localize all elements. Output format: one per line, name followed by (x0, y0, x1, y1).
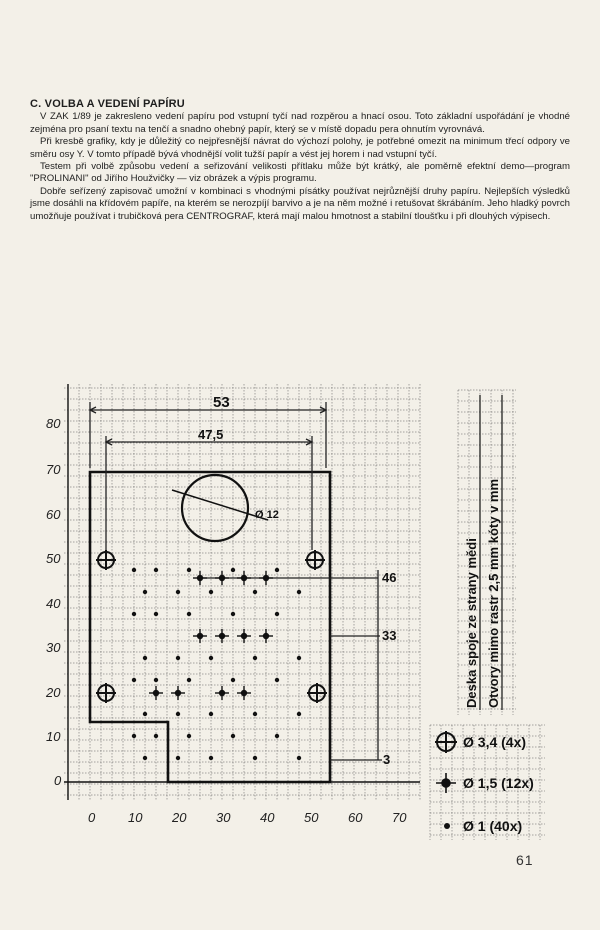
legend (435, 731, 534, 834)
legend-large-label: Ø 3,4 (4x) (463, 734, 527, 750)
dim-width-outer: 53 (213, 394, 230, 411)
dim-right-3: 3 (383, 752, 391, 767)
y-tick-20: 20 (46, 685, 61, 700)
y-tick-50: 50 (46, 551, 61, 566)
large-holes (96, 550, 327, 703)
y-tick-60: 60 (46, 507, 61, 522)
x-tick-40: 40 (260, 810, 275, 825)
x-tick-30: 30 (216, 810, 231, 825)
legend-small-label: Ø 1 (40x) (463, 818, 523, 834)
paragraph-2: Při kresbě grafiky, kdy je důležitý co nejpřesnější návrat do výchozí polohy, je potřebné omezit na minimum třecí odpory ve směru osy Y. V tomto případě bývá vhodnější volit tužší papír a vést jej horem i nad vstupní tyčí. (30, 136, 570, 160)
y-tick-80: 80 (46, 416, 61, 431)
paragraph-1: V ZAK 1/89 je zakresleno vedení papíru pod vstupní tyčí nad rozpěrou a hnací osou. Toto základní uspořádání je vhodné zejména pro psaní textu na tenčí a snadno ohebný papír, který se v místě dopadu pera ohnutím vyrovnává. (30, 111, 570, 135)
y-tick-70: 70 (46, 462, 61, 477)
legend-small-hole-icon (444, 823, 450, 829)
board-outline (90, 472, 330, 782)
y-tick-40: 40 (46, 596, 61, 611)
legend-medium-hole-icon (436, 773, 456, 793)
page-number: 61 (516, 852, 534, 868)
side-note-line2: Otvory mimo rastr 2,5 mm kóty v mm (486, 478, 501, 708)
x-tick-50: 50 (304, 810, 319, 825)
paragraph-3: Testem při volbě způsobu vedení a seřizování velikosti přítlaku může být krátký, ale poměrně efektní demo—program "PROLINANI" od Jiřího Houžvičky — viz obrázek a výpis programu. (30, 161, 570, 185)
x-tick-70: 70 (392, 810, 407, 825)
grid-main (64, 384, 420, 800)
y-tick-10: 10 (46, 729, 61, 744)
x-tick-20: 20 (172, 810, 187, 825)
legend-large-hole-icon (435, 731, 457, 753)
dim-hole: Ø 12 (255, 509, 279, 521)
y-tick-30: 30 (46, 640, 61, 655)
paragraph-4: Dobře seřízený zapisovač umožní v kombinaci s vhodnými písátky používat nejrůznější druhy papíru. Nejlepších výsledků jsme dosáhli na křídovém papíře, na kterém se nerozpíjí barvivo a je na něm možné i retušovat škrábáním. Jeho hladký povrch umožňuje používat i trubičková pera CENTROGRAF, která mají malou hmotnost a stabilní tloušťku i při dlouhých výpisech. (30, 185, 570, 222)
x-tick-60: 60 (348, 810, 363, 825)
text-section (30, 98, 570, 223)
dim-right-46: 46 (382, 570, 397, 585)
side-note-line1: Deska spoje ze strany mědi (464, 538, 479, 708)
dim-right-33: 33 (382, 628, 397, 643)
pcb-drawing (0, 370, 600, 840)
dim-width-inner: 47,5 (198, 427, 224, 442)
y-tick-0: 0 (54, 773, 62, 788)
small-holes (132, 568, 301, 760)
legend-medium-label: Ø 1,5 (12x) (463, 775, 534, 791)
section-heading: C. VOLBA A VEDENÍ PAPÍRU (30, 98, 185, 110)
x-tick-0: 0 (88, 810, 96, 825)
x-tick-10: 10 (128, 810, 143, 825)
